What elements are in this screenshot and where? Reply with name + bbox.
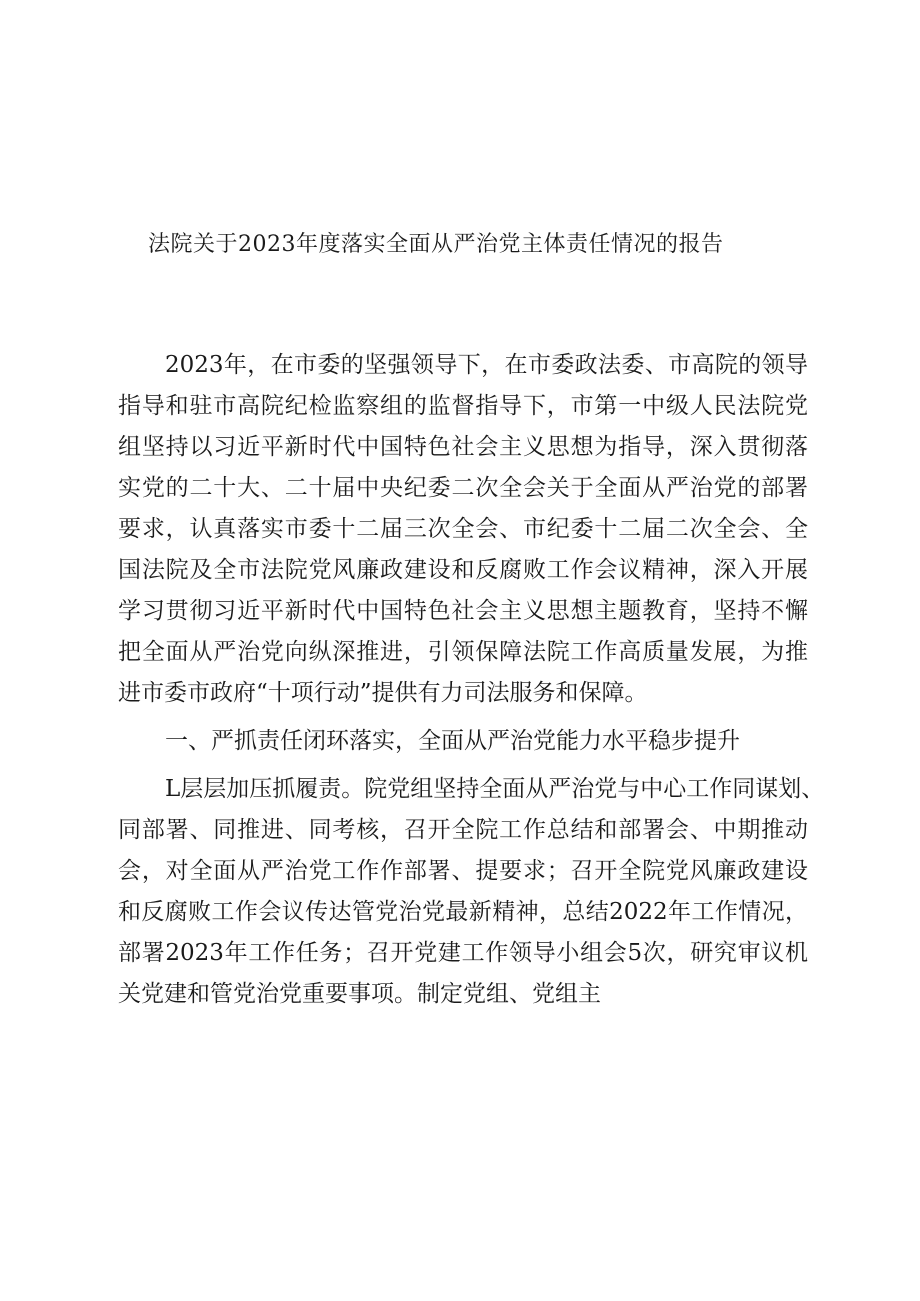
intro-line-2: 指导和驻市高院纪检监察组的监督指导下，市第一中级人民法院党 (118, 393, 808, 419)
section-1-line-1: L层层加压抓履责。院党组坚持全面从严治党与中心工作同谋划、 (165, 776, 825, 802)
section-1-heading: 一、严抓责任闭环落实，全面从严治党能力水平稳步提升 (165, 728, 740, 754)
intro-line-7: 学习贯彻习近平新时代中国特色社会主义思想主题教育，坚持不懈 (118, 598, 808, 624)
intro-line-1: 2023年，在市委的坚强领导下，在市委政法委、市高院的领导 (165, 352, 808, 378)
section-1-line-4: 和反腐败工作会议传达管党治党最新精神，总结2022年工作情况， (118, 899, 808, 925)
section-1-line-3: 会，对全面从严治党工作作部署、提要求；召开全院党风廉政建设 (118, 858, 808, 884)
document-title: 法院关于2023年度落实全面从严治党主体责任情况的报告 (148, 232, 724, 257)
intro-line-8: 把全面从严治党向纵深推进，引领保障法院工作高质量发展，为推 (118, 639, 808, 665)
intro-line-9: 进市委市政府“十项行动”提供有力司法服务和保障。 (118, 680, 648, 706)
intro-line-5: 要求，认真落实市委十二届三次全会、市纪委十二届二次全会、全 (118, 516, 808, 542)
section-1-line-6: 关党建和管党治党重要事项。制定党组、党组主 (118, 981, 601, 1007)
intro-line-3: 组坚持以习近平新时代中国特色社会主义思想为指导，深入贯彻落 (118, 434, 808, 460)
intro-line-6: 国法院及全市法院党风廉政建设和反腐败工作会议精神，深入开展 (118, 557, 808, 583)
section-1-line-5: 部署2023年工作任务；召开党建工作领导小组会5次，研究审议机 (118, 940, 808, 966)
intro-line-4: 实党的二十大、二十届中央纪委二次全会关于全面从严治党的部署 (118, 475, 808, 501)
section-1-line-2: 同部署、同推进、同考核，召开全院工作总结和部署会、中期推动 (118, 817, 808, 843)
